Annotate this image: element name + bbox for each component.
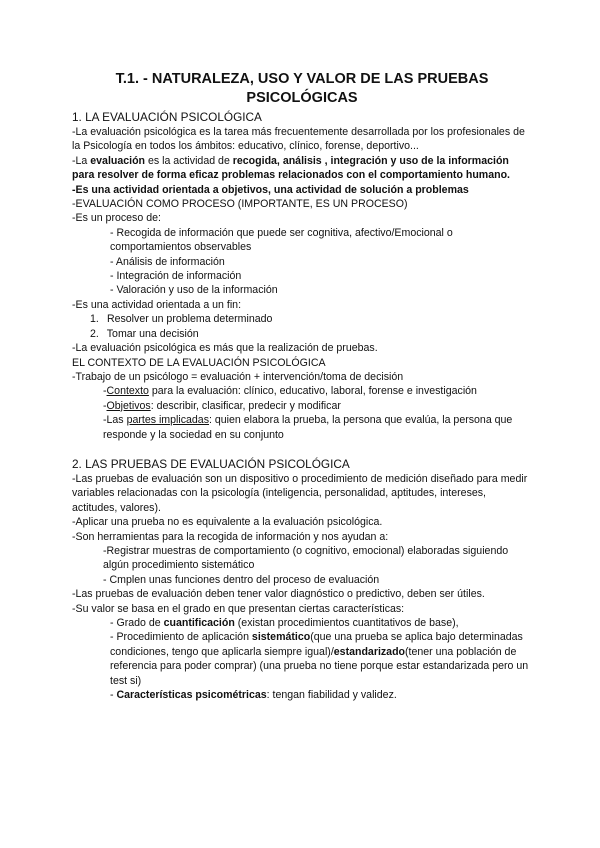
list-item: - Valoración y uso de la información — [110, 284, 278, 297]
paragraph: -Es un proceso de: — [72, 212, 161, 225]
paragraph: -Aplicar una prueba no es equivalente a la evaluación psicológica. — [72, 516, 383, 529]
numbered-item: 1. Resolver un problema determinado — [90, 313, 273, 326]
paragraph: -Trabajo de un psicólogo = evaluación + intervención/toma de decisión — [72, 370, 404, 383]
paragraph: -Las pruebas de evaluación son un dispositivo o procedimiento de medición diseñado para medir variables relacionadas con la psicología (inteligencia, personalidad, aptitudes, intereses, actitudes, valores). — [72, 472, 528, 514]
list-item: - Procedimiento de aplicación sistemático(que una prueba se aplica bajo determinadas condiciones, tengo que aplicarla siempre igual)/estandarizado(tener una población de referencia para poder comprar) (una prueba no tiene porque estar estandarizada pero un test si) — [110, 631, 529, 687]
list-item: - Grado de cuantificación (existan procedimientos cuantitativos de base), — [110, 617, 459, 629]
section-2-heading: 2. LAS PRUEBAS DE EVALUACIÓN PSICOLÓGICA — [72, 456, 350, 471]
list-item: -Las partes implicadas: quien elabora la prueba, la persona que evalúa, la persona que responde y la sociedad en su conjunto — [103, 414, 513, 441]
paragraph: -Es una actividad orientada a un fin: — [72, 298, 242, 311]
list-item: - Cmplen unas funciones dentro del proceso de evaluación — [103, 573, 380, 586]
paragraph: -La evaluación es la actividad de recogida, análisis , integración y uso de la información para resolver de forma eficaz problemas relacionados con el comportamiento humano. — [72, 154, 511, 182]
paragraph: -EVALUACIÓN COMO PROCESO (IMPORTANTE, ES UN PROCESO) — [72, 198, 408, 211]
spacer — [72, 442, 532, 457]
list-item: - Integración de información — [110, 270, 242, 283]
section-1-heading: 1. LA EVALUACIÓN PSICOLÓGICA — [72, 110, 262, 124]
list-item: - Análisis de información — [110, 255, 225, 268]
paragraph: -La evaluación psicológica es más que la realización de pruebas. — [72, 342, 378, 355]
numbered-item: 2. Tomar una decisión — [90, 327, 199, 340]
paragraph: -Las pruebas de evaluación deben tener valor diagnóstico o predictivo, deben ser útiles. — [72, 588, 485, 601]
list-item: - Recogida de información que puede ser cognitiva, afectivo/Emocional o comportamientos observables — [110, 226, 453, 254]
document-page — [72, 70, 532, 702]
paragraph: -Su valor se basa en el grado en que presentan ciertas características: — [72, 602, 405, 615]
document-title: T.1. - NATURALEZA, USO Y VALOR DE LAS PRUEBAS PSICOLÓGICAS — [115, 71, 489, 106]
list-item: -Contexto para la evaluación: clínico, educativo, laboral, forense e investigación — [103, 385, 477, 398]
list-item: -Objetivos: describir, clasificar, predecir y modificar — [103, 399, 341, 412]
list-item: - Características psicométricas: tengan fiabilidad y validez. — [110, 689, 397, 702]
paragraph: -Son herramientas para la recogida de información y nos ayudan a: — [72, 530, 389, 543]
paragraph: -La evaluación psicológica es la tarea más frecuentemente desarrollada por los profesionales de la Psicología en todos los ámbitos: educativo, clínico, forense, deportivo... — [72, 126, 525, 153]
context-heading: EL CONTEXTO DE LA EVALUACIÓN PSICOLÓGICA — [72, 356, 326, 369]
list-item: -Registrar muestras de comportamiento (o cognitivo, emocional) elaboradas siguiendo algún procedimiento sistemático — [103, 544, 509, 572]
paragraph: -Es una actividad orientada a objetivos, una actividad de solución a problemas — [72, 183, 469, 196]
